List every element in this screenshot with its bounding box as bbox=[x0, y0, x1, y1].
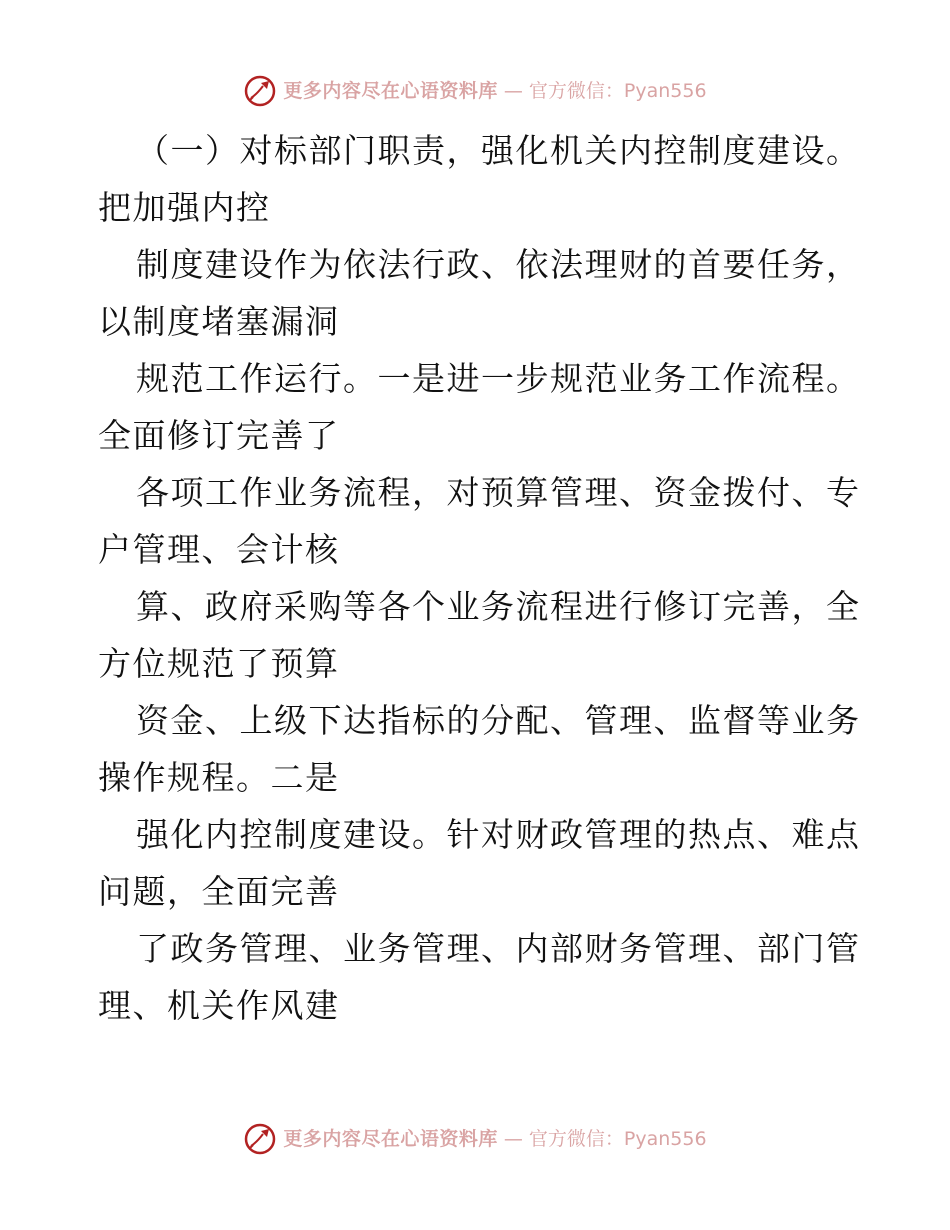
header-dash: — bbox=[503, 80, 523, 102]
document-body bbox=[98, 122, 861, 1034]
paragraph-line: 方位规范了预算 bbox=[98, 644, 340, 683]
paragraph-line: 问题，全面完善 bbox=[98, 872, 340, 911]
paragraph-7 bbox=[98, 806, 861, 920]
paragraph-line: 了政务管理、业务管理、内部财务管理、部门管 bbox=[136, 929, 861, 968]
paragraph-line: 户管理、会计核 bbox=[98, 530, 340, 569]
paragraph-3 bbox=[98, 350, 861, 464]
paragraph-line: 各项工作业务流程，对预算管理、资金拨付、专 bbox=[136, 473, 861, 512]
paragraph-line: 强化内控制度建设。针对财政管理的热点、难点 bbox=[136, 815, 861, 854]
paragraph-1 bbox=[98, 122, 861, 236]
paragraph-4 bbox=[98, 464, 861, 578]
footer-wechat: 官方微信：Pyan556 bbox=[528, 1128, 707, 1150]
pen-logo-icon bbox=[243, 74, 277, 108]
paragraph-2 bbox=[98, 236, 861, 350]
paragraph-line: 资金、上级下达指标的分配、管理、监督等业务 bbox=[136, 701, 861, 740]
paragraph-line: 制度建设作为依法行政、依法理财的首要任务， bbox=[136, 245, 861, 284]
header-site-name: 更多内容尽在心语资料库 bbox=[283, 80, 498, 102]
footer-dash: — bbox=[503, 1128, 523, 1150]
paragraph-5 bbox=[98, 578, 861, 692]
paragraph-8 bbox=[98, 920, 861, 1034]
footer-site-name: 更多内容尽在心语资料库 bbox=[283, 1128, 498, 1150]
paragraph-line: 操作规程。二是 bbox=[98, 758, 340, 797]
paragraph-line: 规范工作运行。一是进一步规范业务工作流程。 bbox=[136, 359, 861, 398]
paragraph-line: （一）对标部门职责，强化机关内控制度建设。 bbox=[136, 131, 861, 170]
paragraph-line: 以制度堵塞漏洞 bbox=[98, 302, 340, 341]
paragraph-line: 算、政府采购等各个业务流程进行修订完善，全 bbox=[136, 587, 861, 626]
header-wechat: 官方微信：Pyan556 bbox=[528, 80, 707, 102]
paragraph-line: 把加强内控 bbox=[98, 188, 271, 227]
paragraph-line: 理、机关作风建 bbox=[98, 986, 340, 1025]
header-watermark bbox=[0, 74, 950, 108]
paragraph-line: 全面修订完善了 bbox=[98, 416, 340, 455]
footer-watermark bbox=[0, 1122, 950, 1156]
paragraph-6 bbox=[98, 692, 861, 806]
pen-logo-icon bbox=[243, 1122, 277, 1156]
